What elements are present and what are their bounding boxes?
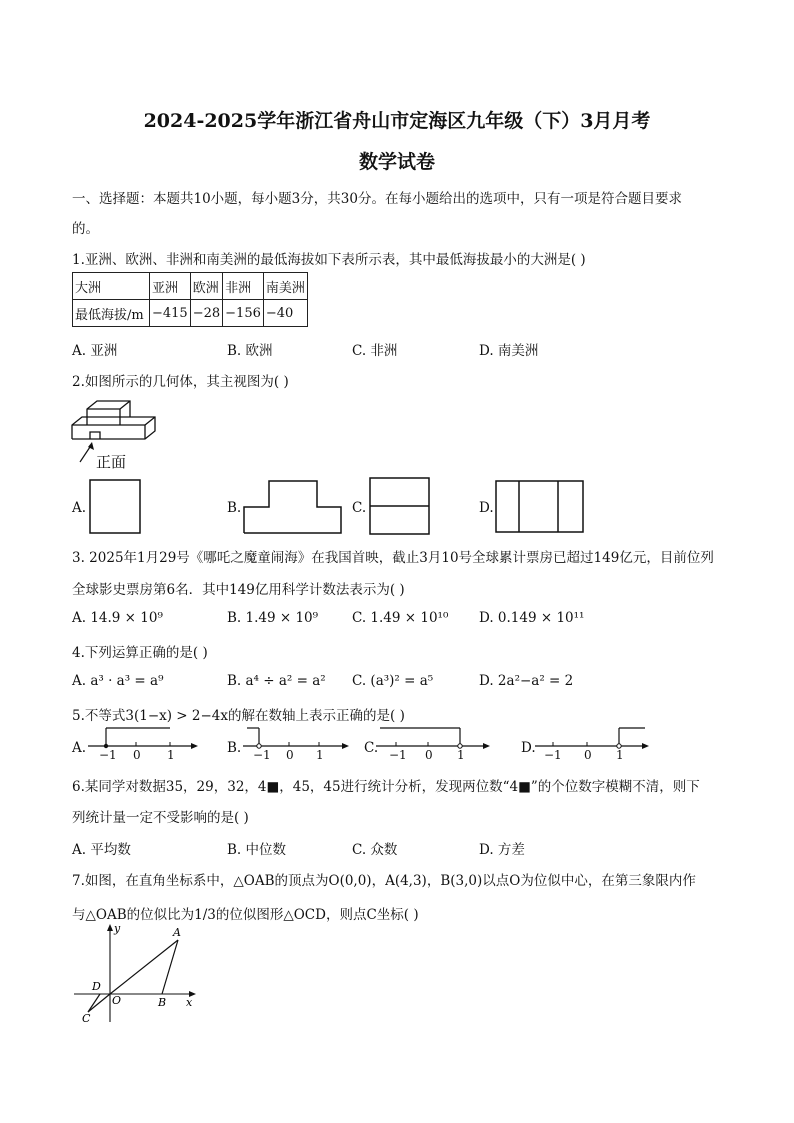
page-subtitle: 数学试卷 xyxy=(358,151,435,173)
label-d: D xyxy=(92,980,101,993)
q3-option-b: B. 1.49 × 10⁹ xyxy=(227,610,319,626)
section-heading: 一、选择题：本题共10小题，每小题3分，共30分。在每小题给出的选项中，只有一项是符合题目要求 xyxy=(72,191,682,207)
question-1-stem: 1.亚洲、欧洲、非洲和南美洲的最低海拔如下表所示表，其中最低海拔最小的大洲是( ) xyxy=(72,252,586,268)
question-3-stem: 3. 2025年1月29号《哪吒之魔童闹海》在我国首映，截止3月10号全球累计票房已超过149亿元，目前位列 xyxy=(72,550,714,566)
q1-option-d: D. 南美洲 xyxy=(479,343,539,359)
tick-label: 1 xyxy=(457,748,465,762)
question-3-stem-cont: 全球影史票房第6名．其中149亿用科学计数法表示为( ) xyxy=(72,582,405,598)
tick-label: 0 xyxy=(584,748,592,762)
q3-option-c: C. 1.49 × 10¹⁰ xyxy=(352,610,449,626)
q5-option-c: C. xyxy=(364,740,379,756)
option-d-figure xyxy=(495,480,585,534)
tick-label: 0 xyxy=(286,748,294,762)
tick-label: −1 xyxy=(389,748,407,762)
q5-option-d: D. xyxy=(521,740,536,756)
q6-option-d: D. 方差 xyxy=(479,842,525,858)
q6-option-b: B. 中位数 xyxy=(227,842,287,858)
front-view-label: 正面 xyxy=(96,453,127,471)
q2-option-b: B. xyxy=(227,500,242,516)
label-a: A xyxy=(173,926,181,939)
question-6-stem: 6.某同学对数据35，29，32，4■，45，45进行统计分析，发现两位数“4■”的个位数字模糊不清，则下 xyxy=(72,779,700,795)
table-header-cell: 非洲 xyxy=(223,273,264,300)
table-row xyxy=(73,300,308,327)
q4-option-c: C. (a³)² = a⁵ xyxy=(352,673,434,689)
solid-figure xyxy=(70,397,165,445)
option-a-figure xyxy=(89,479,141,535)
tick-label: 1 xyxy=(316,748,324,762)
q5-option-b: B. xyxy=(227,740,242,756)
table-cell: −156 xyxy=(223,300,264,327)
altitude-table xyxy=(72,272,308,327)
table-cell: −28 xyxy=(190,300,222,327)
label-y: y xyxy=(114,922,121,935)
tick-label: −1 xyxy=(99,748,117,762)
tick-label: −1 xyxy=(253,748,271,762)
label-x: x xyxy=(186,996,193,1009)
page-title: 2024-2025学年浙江省舟山市定海区九年级（下）3月月考 xyxy=(143,110,651,132)
q2-option-c: C. xyxy=(352,500,367,516)
q3-option-a: A. 14.9 × 10⁹ xyxy=(72,610,163,626)
label-o: O xyxy=(112,994,122,1007)
table-row-label: 最低海拔/m xyxy=(73,300,150,327)
question-6-stem-cont: 列统计量一定不受影响的是( ) xyxy=(72,810,249,826)
question-4-stem: 4.下列运算正确的是( ) xyxy=(72,645,208,661)
q2-option-a: A. xyxy=(72,500,87,516)
table-cell: −40 xyxy=(263,300,307,327)
question-7-stem: 7.如图，在直角坐标系中，△OAB的顶点为O(0,0)，A(4,3)，B(3,0)以点O为位似中心，在第三象限内作 xyxy=(72,873,696,889)
option-c-figure xyxy=(369,477,431,537)
section-heading-cont: 的。 xyxy=(72,221,99,237)
q4-option-d: D. 2a²−a² = 2 xyxy=(479,673,574,689)
table-header-cell: 大洲 xyxy=(73,273,150,300)
q6-option-c: C. 众数 xyxy=(352,842,398,858)
q5-option-a: A. xyxy=(72,740,87,756)
question-5-stem: 5.不等式3(1−x) > 2−4x的解在数轴上表示正确的是( ) xyxy=(72,708,405,724)
q1-option-c: C. 非洲 xyxy=(352,343,398,359)
q1-option-b: B. 欧洲 xyxy=(227,343,273,359)
tick-label: 0 xyxy=(133,748,141,762)
q4-option-b: B. a⁴ ÷ a² = a² xyxy=(227,673,326,689)
front-arrow-icon xyxy=(78,440,98,464)
coordinate-figure xyxy=(74,922,204,1026)
q1-option-a: A. 亚洲 xyxy=(72,343,118,359)
tick-label: 0 xyxy=(425,748,433,762)
table-header-cell: 南美洲 xyxy=(263,273,307,300)
tick-label: −1 xyxy=(544,748,562,762)
table-header-cell: 欧洲 xyxy=(190,273,222,300)
question-2-stem: 2.如图所示的几何体，其主视图为( ) xyxy=(72,374,289,390)
tick-label: 1 xyxy=(167,748,175,762)
q6-option-a: A. 平均数 xyxy=(72,842,131,858)
q2-option-d: D. xyxy=(479,500,494,516)
option-b-figure xyxy=(243,479,343,535)
label-b: B xyxy=(158,996,167,1009)
q3-option-d: D. 0.149 × 10¹¹ xyxy=(479,610,585,626)
question-7-stem-cont: 与△OAB的位似比为1/3的位似图形△OCD，则点C坐标( ) xyxy=(72,907,419,923)
q4-option-a: A. a³ · a³ = a⁹ xyxy=(72,673,164,689)
table-header-cell: 亚洲 xyxy=(150,273,191,300)
table-cell: −415 xyxy=(150,300,191,327)
label-c: C xyxy=(82,1012,91,1025)
table-row xyxy=(73,273,308,300)
tick-label: 1 xyxy=(616,748,624,762)
